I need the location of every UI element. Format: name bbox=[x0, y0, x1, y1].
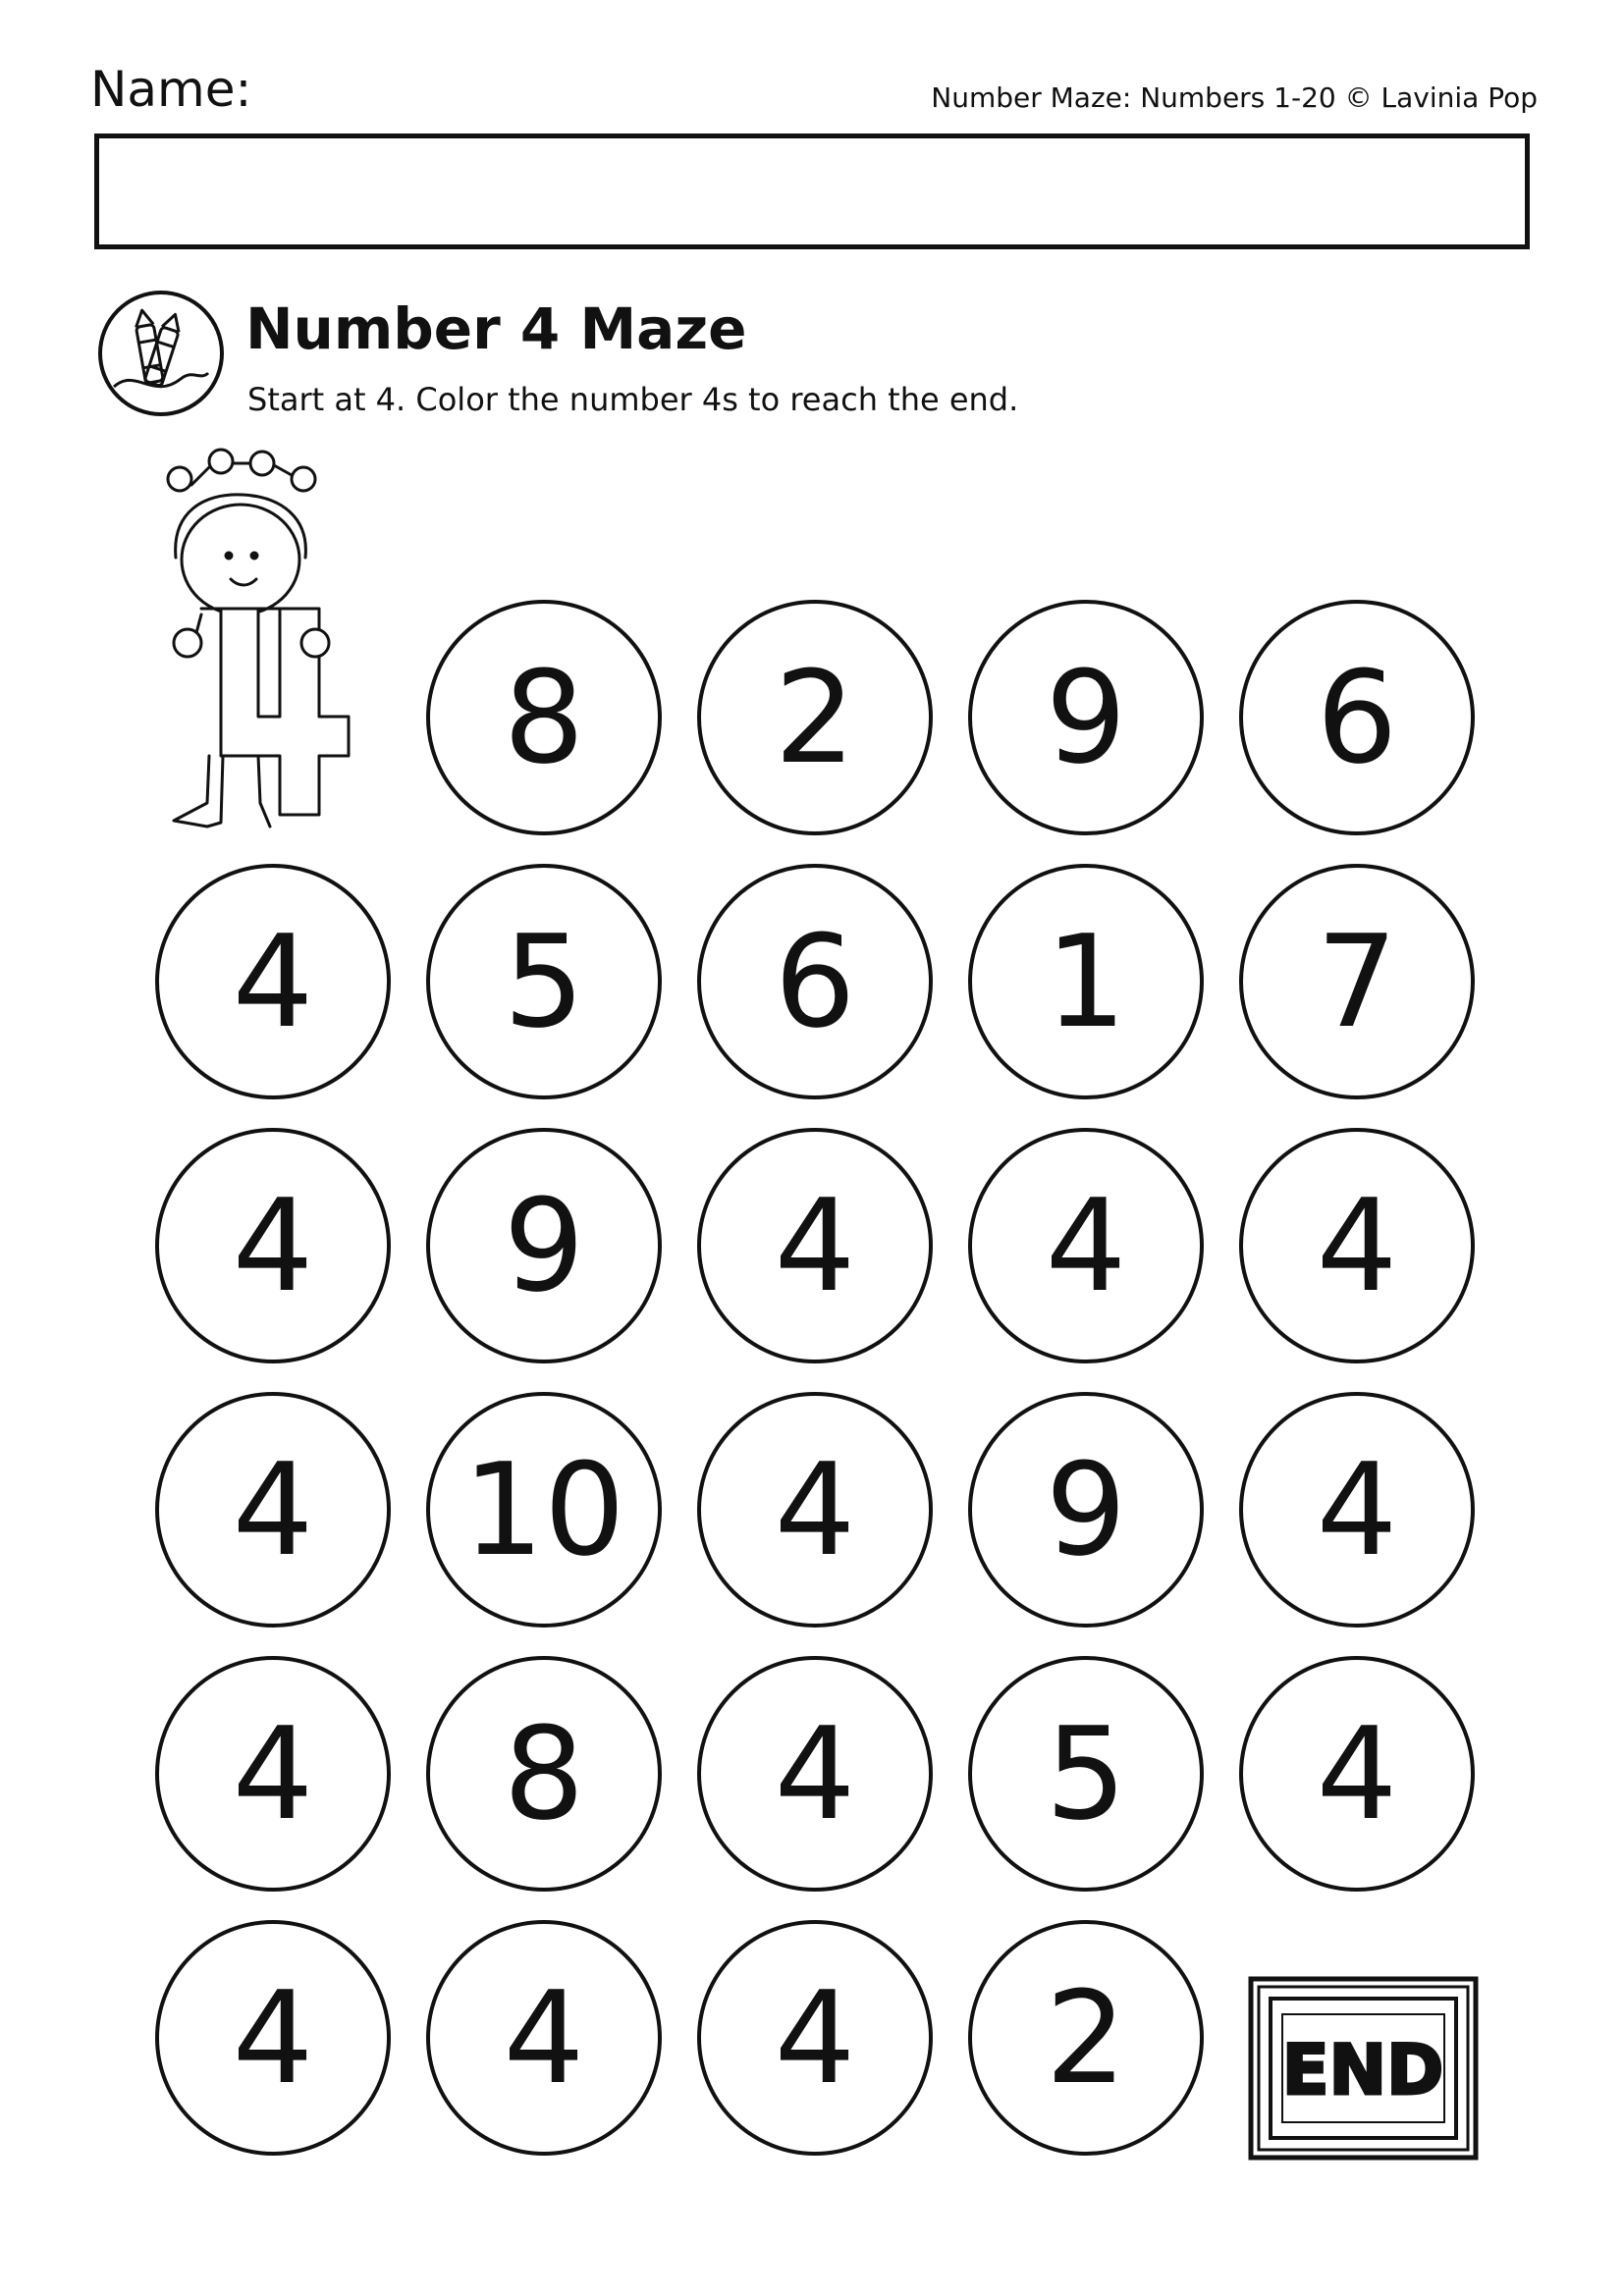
maze-cell[interactable]: 4 bbox=[155, 1656, 391, 1892]
maze-cell[interactable]: 8 bbox=[426, 1656, 662, 1892]
name-label: Name: bbox=[90, 61, 252, 118]
maze-cell[interactable]: 2 bbox=[697, 600, 933, 835]
maze-cell[interactable]: 6 bbox=[1239, 600, 1475, 835]
maze-cell[interactable]: 9 bbox=[968, 1392, 1204, 1628]
maze-cell[interactable]: 9 bbox=[426, 1128, 662, 1363]
maze-cell[interactable]: 5 bbox=[426, 864, 662, 1099]
end-sign bbox=[1247, 1975, 1480, 2162]
maze-cell[interactable]: 4 bbox=[697, 1920, 933, 2156]
maze-cell[interactable]: 5 bbox=[968, 1656, 1204, 1892]
maze-cell[interactable]: 8 bbox=[426, 600, 662, 835]
crayon-icon bbox=[94, 287, 228, 420]
maze-cell[interactable]: 4 bbox=[155, 864, 391, 1099]
maze-cell[interactable]: 9 bbox=[968, 600, 1204, 835]
maze-cell[interactable]: 4 bbox=[1239, 1392, 1475, 1628]
name-field[interactable] bbox=[94, 133, 1530, 249]
child-holding-number-4-icon bbox=[152, 442, 373, 834]
maze-cell[interactable]: 4 bbox=[968, 1128, 1204, 1363]
maze-cell[interactable]: 2 bbox=[968, 1920, 1204, 2156]
maze-cell[interactable]: 4 bbox=[697, 1128, 933, 1363]
credit-text: Number Maze: Numbers 1-20 © Lavinia Pop bbox=[931, 81, 1538, 114]
maze-cell[interactable]: 4 bbox=[155, 1128, 391, 1363]
maze-cell[interactable]: 4 bbox=[697, 1656, 933, 1892]
maze-cell[interactable]: 6 bbox=[697, 864, 933, 1099]
instructions-text: Start at 4. Color the number 4s to reach the end. bbox=[247, 381, 1019, 418]
maze-cell[interactable]: 4 bbox=[155, 1920, 391, 2156]
maze-cell[interactable]: 4 bbox=[1239, 1656, 1475, 1892]
maze-cell[interactable]: 10 bbox=[426, 1392, 662, 1628]
page-title: Number 4 Maze bbox=[245, 295, 747, 362]
maze-cell[interactable]: 4 bbox=[697, 1392, 933, 1628]
maze-cell[interactable]: 4 bbox=[426, 1920, 662, 2156]
maze-cell[interactable]: 4 bbox=[1239, 1128, 1475, 1363]
maze-cell[interactable]: 1 bbox=[968, 864, 1204, 1099]
end-label: END bbox=[1281, 2030, 1444, 2110]
maze-cell[interactable]: 4 bbox=[155, 1392, 391, 1628]
maze-cell[interactable]: 7 bbox=[1239, 864, 1475, 1099]
